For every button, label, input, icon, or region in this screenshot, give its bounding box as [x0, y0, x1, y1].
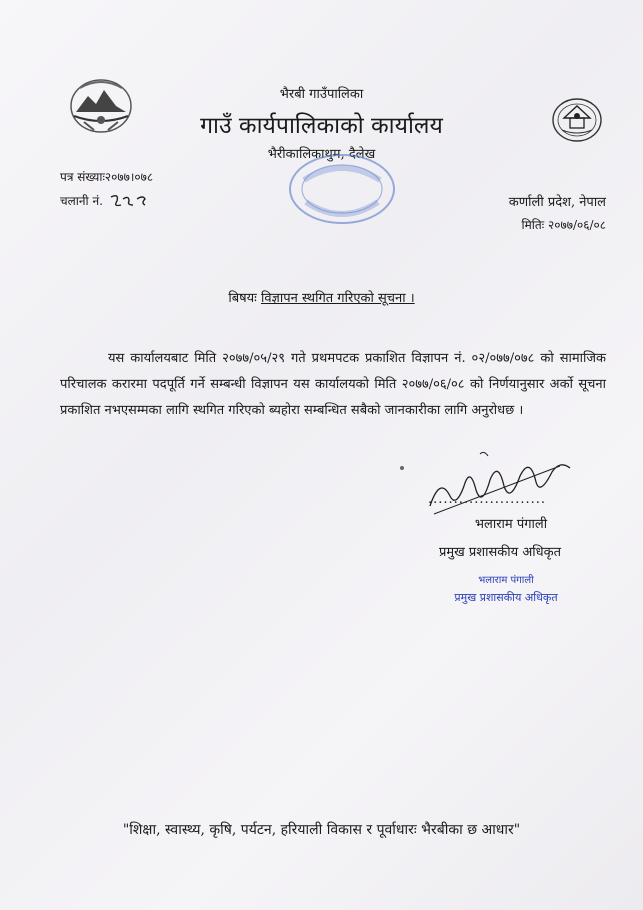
office-address: भैरीकालिकाथुम, दैलेख — [267, 147, 376, 162]
ink-dot — [400, 466, 404, 470]
letter-reference-number: पत्र संख्याः२०७७।०७८ — [60, 170, 154, 184]
dispatch-number: चलानी नं. — [60, 192, 149, 211]
municipality-name: भैरबी गाउँपालिका — [279, 87, 364, 102]
footer-motto: "शिक्षा, स्वास्थ्य, कृषि, पर्यटन, हरियाली विकास र पूर्वाधारः भैरबीका छ आधार" — [122, 822, 521, 838]
office-seal-stamp — [282, 150, 402, 228]
letter-date: मितिः २०७७/०६/०८ — [521, 218, 606, 232]
office-title: गाउँ कार्यपालिकाको कार्यालय — [200, 113, 443, 139]
stamp-signatory-name: भलाराम पंगाली — [478, 575, 534, 586]
letter-body: यस कार्यालयबाट मिति २०७७/०५/२९ गते प्रथमपटक प्रकाशित विज्ञापन नं. ०२/०७७/०७८ को सामाजिक परिचालक करारमा पदपूर्ति गर्ने सम्बन्धी विज्ञापन यस कार्यालयको मिति २०७७/०६/०८ को निर्णयानुसार अर्को सूचना प्रकाशित नभएसम्मका लागि स्थगित गरिएको ब्यहोरा सम्बन्धित सबैको जानकारीका लागि अनुरोधछ । — [60, 351, 606, 418]
province-label: कर्णाली प्रदेश, नेपाल — [508, 195, 606, 210]
signatory-title: प्रमुख प्रशासकीय अधिकृत — [438, 545, 562, 560]
signatory-name: भलाराम पंगाली — [474, 517, 548, 532]
handwritten-dispatch-number — [107, 193, 149, 211]
signature-line: ....................... — [428, 492, 547, 507]
letter-subject: बिषयः विज्ञापन स्थगित गरिएको सूचना । — [228, 291, 415, 306]
stamp-signatory-title: प्रमुख प्रशासकीय अधिकृत — [454, 591, 558, 604]
